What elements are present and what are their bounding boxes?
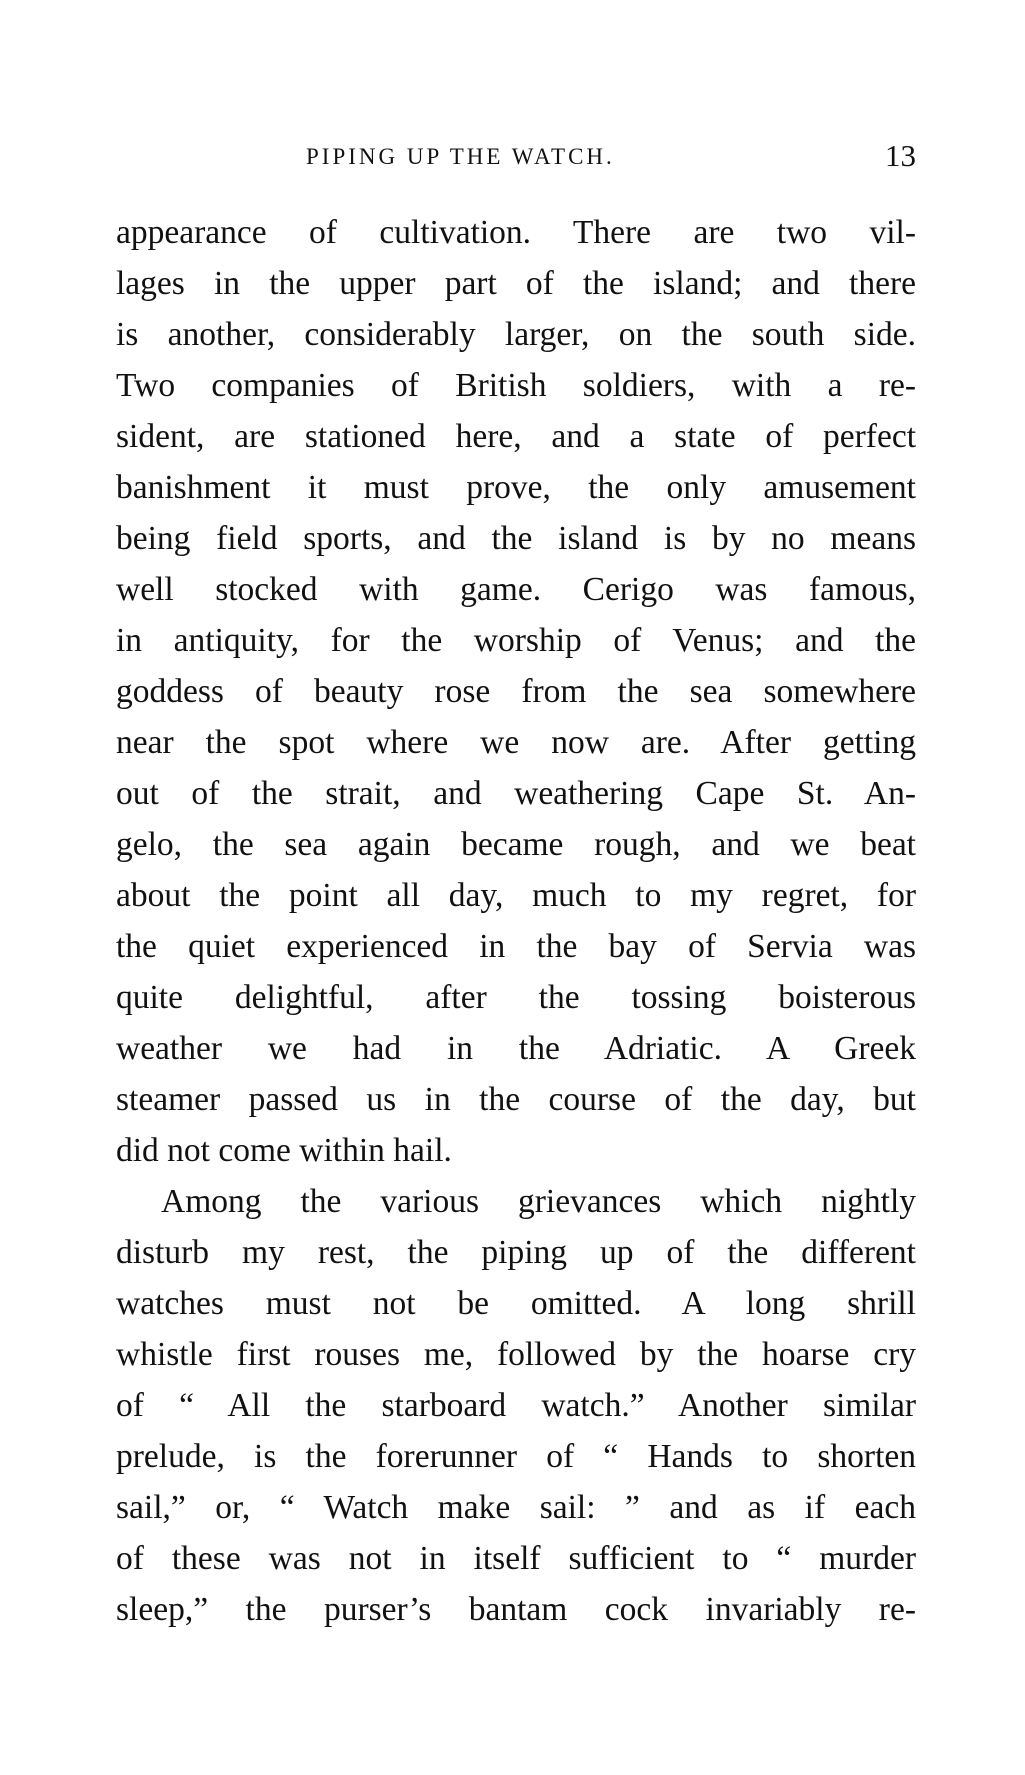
text-line: the quiet experienced in the bay of Servia was	[116, 928, 916, 965]
paragraph-1	[116, 207, 916, 1176]
body-text	[116, 207, 916, 1635]
page-number: 13	[885, 138, 916, 173]
text-line: whistle first rouses me, followed by the hoarse cry	[116, 1336, 916, 1373]
text-line: banishment it must prove, the only amusement	[116, 469, 916, 506]
text-line: is another, considerably larger, on the south side.	[116, 316, 916, 353]
text-line: goddess of beauty rose from the sea somewhere	[116, 673, 916, 710]
text-line: in antiquity, for the worship of Venus; and the	[116, 622, 916, 659]
text-line: did not come within hail.	[116, 1132, 452, 1169]
text-line: appearance of cultivation. There are two vil-	[116, 214, 916, 251]
text-line: well stocked with game. Cerigo was famous,	[116, 571, 916, 608]
text-line: near the spot where we now are. After getting	[116, 724, 916, 761]
text-line: gelo, the sea again became rough, and we beat	[116, 826, 916, 863]
text-line: steamer passed us in the course of the day, but	[116, 1081, 916, 1118]
text-line: disturb my rest, the piping up of the different	[116, 1234, 916, 1271]
text-line: quite delightful, after the tossing boisterous	[116, 979, 916, 1016]
text-line: weather we had in the Adriatic. A Greek	[116, 1030, 916, 1067]
text-line: lages in the upper part of the island; and there	[116, 265, 916, 302]
text-line: Among the various grievances which nightly	[161, 1183, 916, 1220]
text-line: of “ All the starboard watch.” Another similar	[116, 1387, 916, 1424]
text-line: about the point all day, much to my regret, for	[116, 877, 916, 914]
text-line: sail,” or, “ Watch make sail: ” and as if each	[116, 1489, 916, 1526]
running-title: PIPING UP THE WATCH.	[306, 144, 615, 169]
text-line: being field sports, and the island is by no means	[116, 520, 916, 557]
paragraph-2	[116, 1176, 916, 1635]
text-line: watches must not be omitted. A long shrill	[116, 1285, 916, 1322]
text-line: prelude, is the forerunner of “ Hands to shorten	[116, 1438, 916, 1475]
text-line: sleep,” the purser’s bantam cock invariably re-	[116, 1591, 916, 1628]
text-line: sident, are stationed here, and a state of perfect	[116, 418, 916, 455]
running-head	[116, 138, 916, 178]
text-line: out of the strait, and weathering Cape St. An-	[116, 775, 916, 812]
text-line: of these was not in itself sufficient to “ murder	[116, 1540, 916, 1577]
text-line: Two companies of British soldiers, with a re-	[116, 367, 916, 404]
